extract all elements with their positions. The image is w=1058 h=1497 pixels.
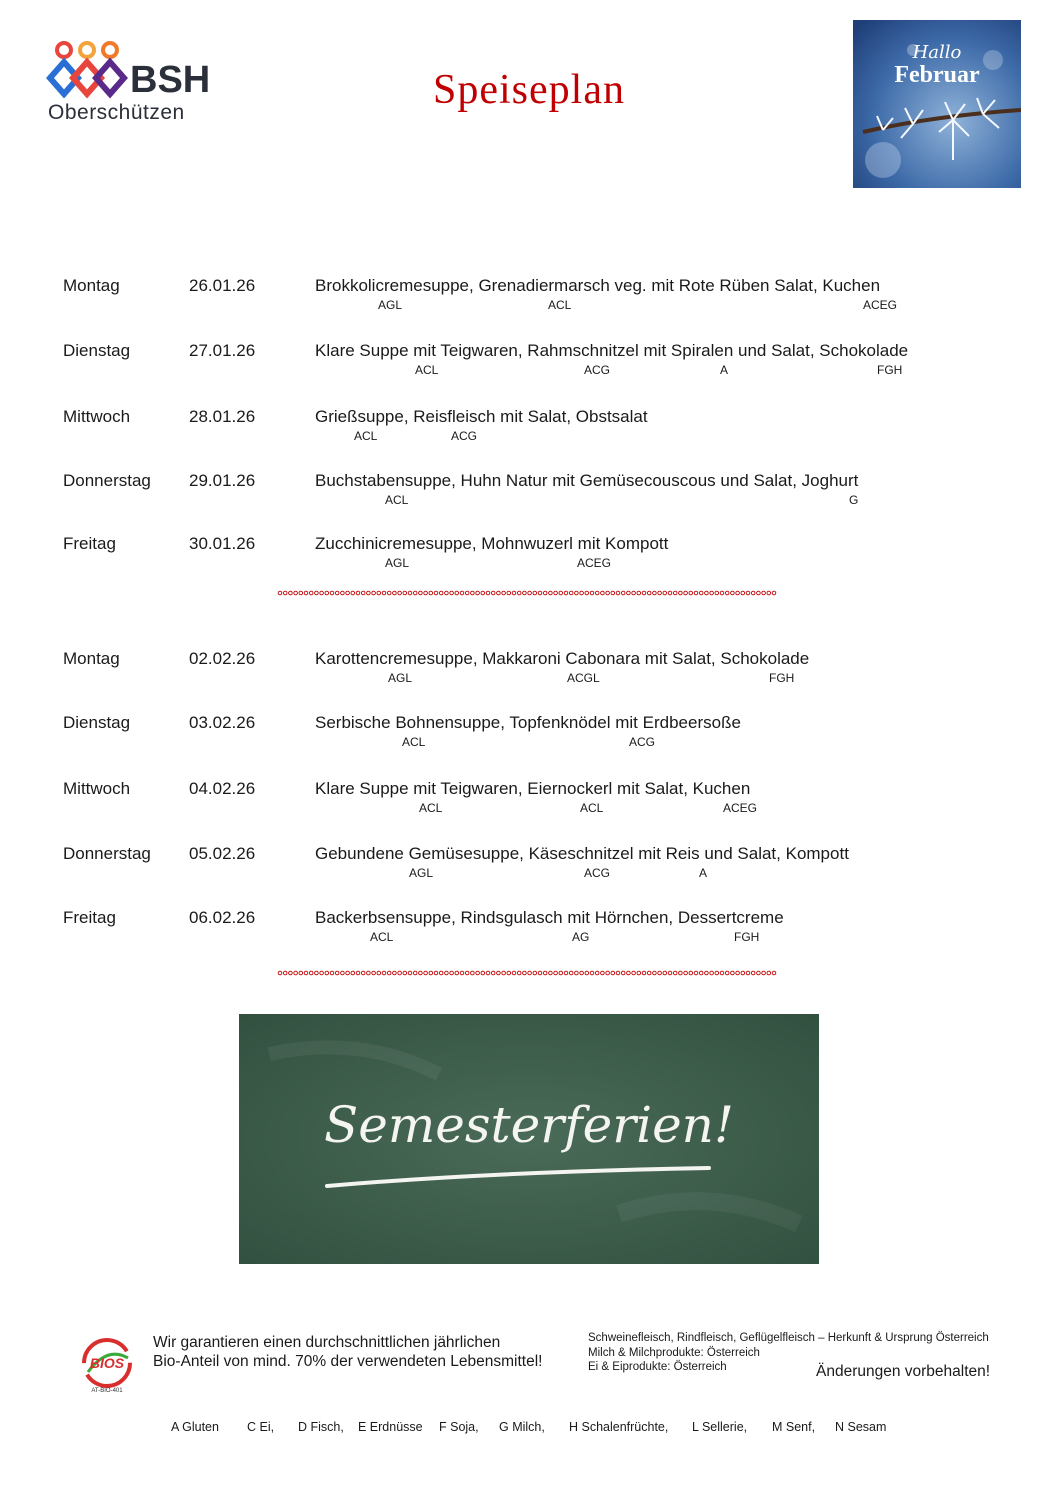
day-dish: Klare Suppe mit Teigwaren, Rahmschnitzel mit Spiralen und Salat, Schokolade <box>315 341 909 360</box>
allergen-code: FGH <box>734 930 760 944</box>
allergen-legend-item: F Soja, <box>439 1420 479 1434</box>
allergen-legend-item: M Senf, <box>772 1420 816 1434</box>
changes-notice: Änderungen vorbehalten! <box>816 1363 991 1380</box>
day-name: Montag <box>63 276 120 295</box>
allergen-code: AGL <box>388 671 413 685</box>
allergen-legend-item: A Gluten <box>171 1420 219 1434</box>
allergen-code: G <box>849 493 859 507</box>
day-row <box>0 407 1058 447</box>
bios-logo-text: BIOS <box>89 1355 125 1371</box>
day-name: Dienstag <box>63 713 131 732</box>
day-row <box>0 649 1058 689</box>
day-row <box>0 471 1058 511</box>
day-date: 29.01.26 <box>189 471 256 490</box>
allergen-code: AGL <box>409 866 434 880</box>
day-name: Montag <box>63 649 120 668</box>
allergen-code: ACL <box>415 363 439 377</box>
allergen-code: ACL <box>548 298 572 312</box>
february-frost-image <box>853 20 1021 188</box>
day-date: 06.02.26 <box>189 908 256 927</box>
allergen-code: ACGL <box>567 671 600 685</box>
origin-line-1: Schweinefleisch, Rindfleisch, Geflügelfleisch – Herkunft & Ursprung Österreich <box>588 1332 989 1344</box>
day-dish: Gebundene Gemüsesuppe, Käseschnitzel mit Reis und Salat, Kompott <box>315 844 849 863</box>
allergen-legend-item: C Ei, <box>247 1420 275 1434</box>
day-row <box>0 844 1058 884</box>
day-date: 03.02.26 <box>189 713 256 732</box>
day-row <box>0 276 1058 316</box>
day-row <box>0 534 1058 574</box>
allergen-code: FGH <box>769 671 795 685</box>
semesterferien-banner <box>239 1014 819 1264</box>
allergen-legend-item: E Erdnüsse <box>358 1420 423 1434</box>
day-date: 30.01.26 <box>189 534 256 553</box>
day-name: Donnerstag <box>63 471 151 490</box>
bios-code: AT-BIO-401 <box>91 1388 123 1394</box>
day-dish: Serbische Bohnensuppe, Topfenknödel mit Erdbeersoße <box>315 713 741 732</box>
day-dish: Grießsuppe, Reisfleisch mit Salat, Obstsalat <box>315 407 648 426</box>
day-dish: Brokkolicremesuppe, Grenadiermarsch veg. mit Rote Rüben Salat, Kuchen <box>315 276 881 295</box>
day-name: Mittwoch <box>63 407 131 426</box>
day-name: Freitag <box>63 908 116 927</box>
hallo-text: Hallo <box>912 42 962 63</box>
day-date: 26.01.26 <box>189 276 256 295</box>
allergen-code: ACEG <box>577 556 612 570</box>
allergen-code: AGL <box>385 556 410 570</box>
allergen-code: A <box>699 866 708 880</box>
day-dish: Buchstabensuppe, Huhn Natur mit Gemüsecouscous und Salat, Joghurt <box>315 471 859 490</box>
allergen-legend-item: D Fisch, <box>298 1420 344 1434</box>
banner-text: Semesterferien! <box>324 1096 734 1154</box>
allergen-legend-item: L Sellerie, <box>692 1420 748 1434</box>
allergen-code: ACL <box>385 493 409 507</box>
bio-line-2: Bio-Anteil von mind. 70% der verwendeten Lebensmittel! <box>153 1353 543 1370</box>
allergen-code: ACEG <box>863 298 898 312</box>
page-title: Speiseplan <box>433 67 625 113</box>
dotted-divider <box>277 970 777 976</box>
allergen-code: AG <box>572 930 590 944</box>
dotted-divider <box>277 590 777 596</box>
logo-subtitle: Oberschützen <box>48 101 185 124</box>
allergen-legend-item: G Milch, <box>499 1420 545 1434</box>
allergen-code: ACEG <box>723 801 758 815</box>
bio-guarantee <box>153 1333 542 1371</box>
allergen-code: FGH <box>877 363 903 377</box>
origin-line-3: Ei & Eiprodukte: Österreich <box>588 1361 727 1373</box>
day-dish: Backerbsensuppe, Rindsgulasch mit Hörnchen, Dessertcreme <box>315 908 784 927</box>
allergen-code: A <box>720 363 729 377</box>
allergen-legend-item: N Sesam <box>835 1420 887 1434</box>
day-dish: Zucchinicremesuppe, Mohnwuzerl mit Kompott <box>315 534 669 553</box>
day-date: 05.02.26 <box>189 844 256 863</box>
day-name: Freitag <box>63 534 116 553</box>
day-row <box>0 779 1058 819</box>
day-date: 02.02.26 <box>189 649 256 668</box>
day-row <box>0 713 1058 753</box>
month-text: Februar <box>894 62 980 88</box>
allergen-code: ACL <box>402 735 426 749</box>
bio-line-1: Wir garantieren einen durchschnittlichen jährlichen <box>153 1334 501 1351</box>
allergen-code: ACL <box>580 801 604 815</box>
day-date: 27.01.26 <box>189 341 256 360</box>
day-name: Donnerstag <box>63 844 151 863</box>
allergen-code: ACG <box>629 735 656 749</box>
allergen-code: ACG <box>584 866 611 880</box>
day-dish: Karottencremesuppe, Makkaroni Cabonara mit Salat, Schokolade <box>315 649 810 668</box>
day-name: Dienstag <box>63 341 131 360</box>
allergen-code: ACL <box>354 429 378 443</box>
day-date: 04.02.26 <box>189 779 256 798</box>
allergen-code: AGL <box>378 298 403 312</box>
allergen-code: ACL <box>370 930 394 944</box>
day-date: 28.01.26 <box>189 407 256 426</box>
allergen-code: ACG <box>584 363 611 377</box>
allergen-code: ACG <box>451 429 478 443</box>
bios-logo <box>78 1336 136 1394</box>
allergen-code: ACL <box>419 801 443 815</box>
day-name: Mittwoch <box>63 779 131 798</box>
day-dish: Klare Suppe mit Teigwaren, Eiernockerl mit Salat, Kuchen <box>315 779 751 798</box>
origin-line-2: Milch & Milchprodukte: Österreich <box>588 1346 760 1359</box>
day-row <box>0 908 1058 948</box>
logo-name: BSH <box>130 59 211 101</box>
allergen-legend-item: H Schalenfrüchte, <box>569 1420 669 1434</box>
day-row <box>0 341 1058 381</box>
